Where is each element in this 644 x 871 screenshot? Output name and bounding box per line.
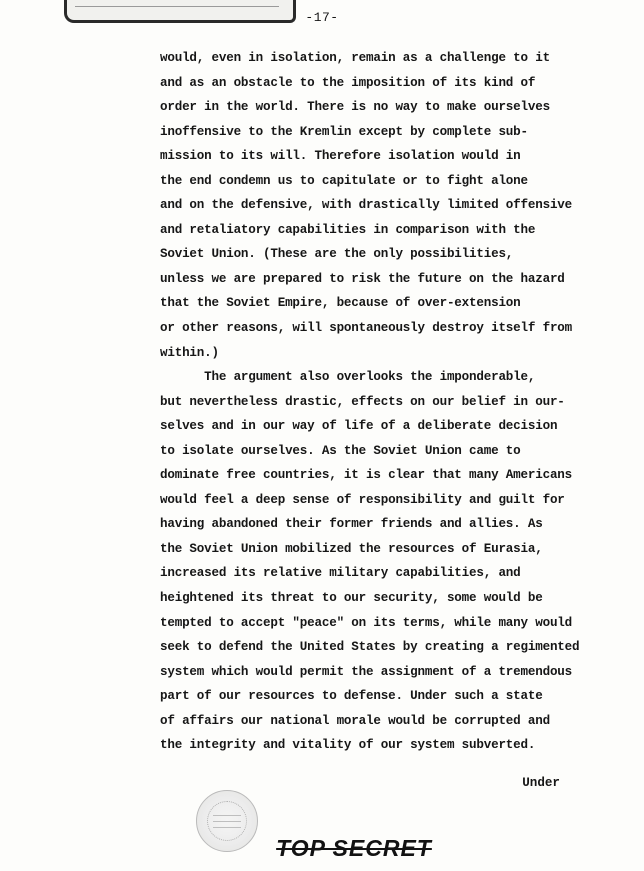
archive-seal-mark <box>213 821 241 822</box>
carry-over-word: Under <box>522 776 560 790</box>
text-line: dominate free countries, it is clear that many Americans <box>160 468 573 483</box>
text-line: having abandoned their former friends and allies. As <box>160 517 543 532</box>
text-line: selves and in our way of life of a deliberate decision <box>160 419 558 434</box>
text-line: to isolate ourselves. As the Soviet Union came to <box>160 443 521 458</box>
text-line: or other reasons, will spontaneously destroy itself from <box>160 321 573 336</box>
text-line: would, even in isolation, remain as a challenge to it <box>160 51 550 65</box>
text-line: and as an obstacle to the imposition of its kind of <box>160 75 536 90</box>
archive-seal-mark <box>213 827 241 828</box>
archive-seal-mark <box>213 815 241 816</box>
text-line: and retaliatory capabilities in comparison with the <box>160 222 536 237</box>
text-line: the integrity and vitality of our system subverted. <box>160 738 536 753</box>
text-line: system which would permit the assignment of a tremendous <box>160 664 573 679</box>
text-line: part of our resources to defense. Under such a state <box>160 689 543 704</box>
text-line: The argument also overlooks the imponderable, <box>160 370 536 385</box>
text-line: Soviet Union. (These are the only possibilities, <box>160 247 514 262</box>
text-line: heightened its threat to our security, some would be <box>160 591 543 606</box>
text-line: the Soviet Union mobilized the resources of Eurasia, <box>160 541 543 556</box>
text-line: within.) <box>160 345 219 360</box>
classification-stamp <box>0 835 644 862</box>
text-line: would feel a deep sense of responsibility and guilt for <box>160 492 565 507</box>
body-text <box>160 46 600 758</box>
text-line: seek to defend the United States by creating a regimented <box>160 640 580 655</box>
text-line: that the Soviet Empire, because of over-extension <box>160 296 521 311</box>
page-number: -17- <box>305 10 339 25</box>
text-line: increased its relative military capabilities, and <box>160 566 521 581</box>
text-line: tempted to accept "peace" on its terms, while many would <box>160 615 573 630</box>
text-line: and on the defensive, with drastically limited offensive <box>160 198 573 213</box>
classification-stamp-text: TOP SECRET <box>276 835 432 861</box>
text-line: mission to its will. Therefore isolation would in <box>160 149 521 164</box>
text-line: order in the world. There is no way to make ourselves <box>160 100 550 115</box>
text-line: the end condemn us to capitulate or to fight alone <box>160 173 528 188</box>
text-line: but nevertheless drastic, effects on our belief in our- <box>160 394 565 409</box>
text-line: of affairs our national morale would be corrupted and <box>160 713 550 728</box>
text-line: unless we are prepared to risk the future on the hazard <box>160 271 565 286</box>
text-line: inoffensive to the Kremlin except by complete sub- <box>160 124 528 139</box>
